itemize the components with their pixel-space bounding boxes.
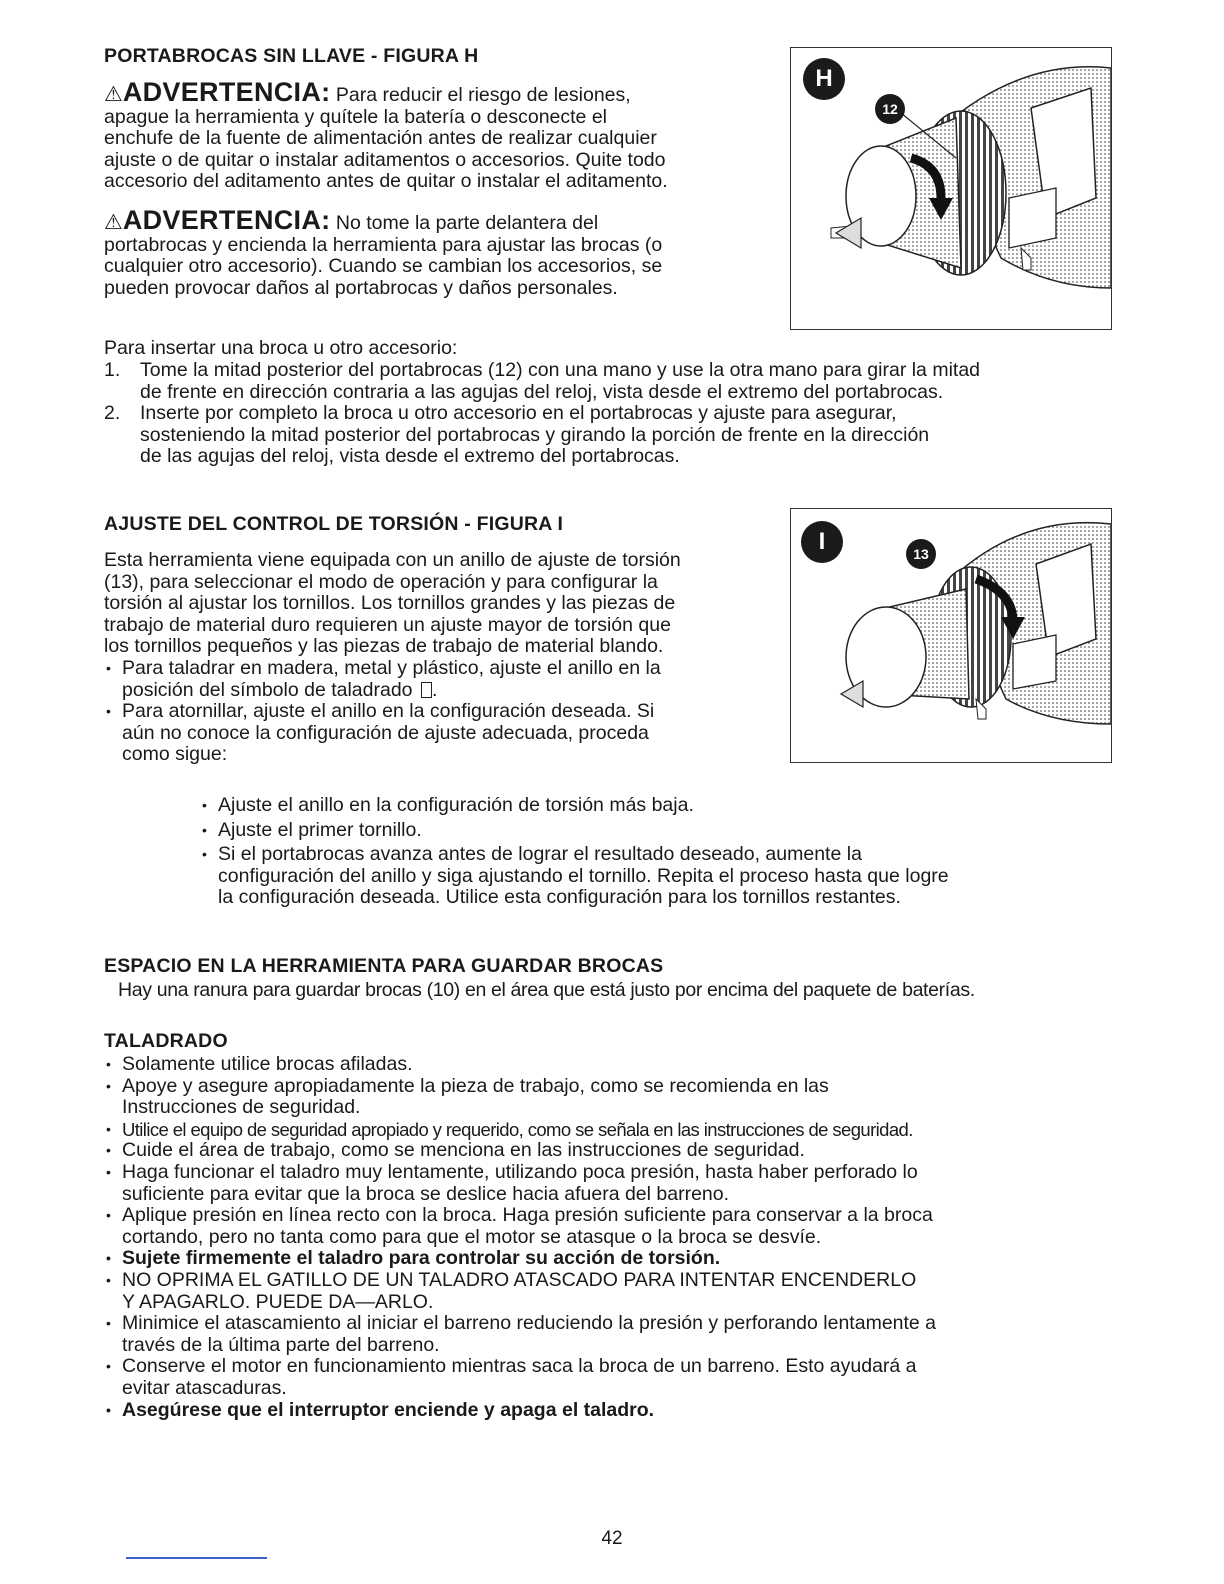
section-i-title: AJUSTE DEL CONTROL DE TORSIÓN - FIGURA I [104,513,564,535]
torque-sub-bullets [200,795,1120,909]
warning-1-line: ajuste o de quitar o instalar aditamentos o accesorios. Quite todo [104,148,666,171]
torque-line: (13), para seleccionar el modo de operación y para configurar la [104,570,658,593]
torque-sub-bullet-line: • Ajuste el anillo en la configuración de torsión más baja. [218,794,694,816]
torque-sub-bullet-line: configuración del anillo y siga ajustando el tornillo. Repita el proceso hasta que logre [218,864,949,887]
figure-h-callout: 12 [875,94,905,124]
warning-2 [104,205,794,299]
torque-sub-bullet-line: la configuración deseada. Utilice esta configuración para los tornillos restantes. [218,886,901,909]
step-number: 2. [104,402,121,425]
drilling-bullet-line: • Minimice el atascamiento al iniciar el barreno reduciendo la presión y perforando lentamente a [122,1312,937,1335]
figure-h [790,47,1112,330]
drilling-bullet [104,1076,1124,1119]
drilling-list [104,1054,1124,1421]
step-line: Tome la mitad posterior del portabrocas (12) con una mano y use la otra mano para girar la mitad [140,359,981,381]
torque-line: Esta herramienta viene equipada con un anillo de ajuste de torsión [104,549,681,571]
warning-2-line: pueden provocar daños al portabrocas y daños personales. [104,276,618,299]
drilling-bullet [104,1054,1124,1076]
figure-i-letter: I [801,521,843,563]
drilling-title: TALADRADO [104,1030,228,1052]
torque-bullet-line: como sigue: [122,743,228,766]
torque-sub-bullet-line: • Ajuste el primer tornillo. [218,818,422,841]
warning-1-line: accesorio del aditamento antes de quitar o instalar el aditamento. [104,170,668,193]
drilling-bullet [104,1205,1124,1248]
torque-sub-bullet-line: • Si el portabrocas avanza antes de lograr el resultado deseado, aumente la [218,843,862,866]
storage-title: ESPACIO EN LA HERRAMIENTA PARA GUARDAR BROCAS [104,955,664,977]
warning-triangle-icon: ⚠ [104,211,123,234]
torque-sub-bullet [200,820,1120,842]
torque-bullet-line: • Para taladrar en madera, metal y plástico, ajuste el anillo en la [122,656,661,679]
torque-paragraph [104,550,794,766]
torque-sub-bullet [200,844,1120,909]
figure-i [790,508,1112,763]
torque-sub-bullet [200,795,1120,817]
drilling-bullet-line: Y APAGARLO. PUEDE DA—ARLO. [122,1290,434,1313]
step-line: Inserte por completo la broca u otro accesorio en el portabrocas y ajuste para asegurar, [140,402,897,425]
drilling-bullet [104,1162,1124,1205]
drilling-bullet-line: cortando, pero no tanta como para que el motor se atasque o la broca se desvíe. [122,1225,822,1248]
drilling-bullet-line: suficiente para evitar que la broca se deslice hacia afuera del barreno. [122,1182,730,1205]
step-line: de frente en dirección contraria a las agujas del reloj, vista desde el extremo del portabrocas. [140,380,944,403]
torque-bullet: • Para taladrar en madera, metal y plástico, ajuste el anillo en la posición del símbolo de taladrado . [104,658,794,701]
drilling-bullet [104,1313,1124,1356]
step-line: sosteniendo la mitad posterior del portabrocas y girando la porción de frente en la dirección [140,423,930,446]
torque-bullet [104,701,794,766]
warning-2-line: cualquier otro accesorio). Cuando se cambian los accesorios, se [104,255,663,278]
insert-intro: Para insertar una broca u otro accesorio: [104,337,458,359]
torque-line: los tornillos pequeños y las piezas de trabajo de material blando. [104,635,664,658]
warning-1-line: apague la herramienta y quítele la batería o desconecte el [104,105,608,128]
step-item [104,403,1124,468]
torque-line: torsión al ajustar los tornillos. Los tornillos grandes y las piezas de [104,592,676,615]
drill-symbol-icon [421,682,432,698]
torque-bullet-line: aún no conoce la configuración de ajuste adecuada, proceda [122,721,649,744]
step-line: de las agujas del reloj, vista desde el extremo del portabrocas. [140,445,680,468]
footer-rule [126,1557,267,1559]
drilling-bullet [104,1248,1124,1270]
drilling-bullet-line: • Apoye y asegure apropiadamente la pieza de trabajo, como se recomienda en las [122,1074,829,1097]
drilling-bullet-line: • Haga funcionar el taladro muy lentamente, utilizando poca presión, hasta haber perforado lo [122,1160,918,1183]
step-number: 1. [104,359,121,381]
torque-bullet-line: • Para atornillar, ajuste el anillo en la configuración deseada. Si [122,700,655,723]
drilling-bullet-line: • Sujete firmemente el taladro para controlar su acción de torsión. [122,1247,721,1270]
torque-line: trabajo de material duro requieren un ajuste mayor de torsión que [104,613,671,636]
warning-2-first: No tome la parte delantera del [330,212,599,234]
drilling-bullet-line: • Solamente utilice brocas afiladas. [122,1053,413,1075]
warning-1-first: Para reducir el riesgo de lesiones, [330,84,631,106]
warning-2-label: ADVERTENCIA: [122,205,331,235]
warning-1-line: enchufe de la fuente de alimentación antes de realizar cualquier [104,127,657,150]
drilling-bullet-line: través de la última parte del barreno. [122,1333,440,1356]
step-item [104,360,1124,403]
drilling-bullet [104,1270,1124,1313]
section-h-title: PORTABROCAS SIN LLAVE - FIGURA H [104,45,479,67]
insert-steps [104,360,1124,468]
drilling-bullet-line: evitar atascaduras. [122,1376,287,1399]
drilling-bullet-line: Instrucciones de seguridad. [122,1096,361,1119]
drilling-bullet-line: • Utilice el equipo de seguridad apropiado y requerido, como se señala en las instrucciones de seguridad. [122,1118,913,1140]
page-number: 42 [601,1528,623,1549]
torque-bullet-line: posición del símbolo de taladrado [122,678,413,701]
drilling-bullet [104,1400,1124,1422]
drilling-bullet-line: • Conserve el motor en funcionamiento mientras saca la broca de un barreno. Esto ayudará a [122,1355,917,1378]
drilling-bullet-line: • Aplique presión en línea recto con la broca. Haga presión suficiente para conservar a la broca [122,1204,933,1227]
warning-1-label: ADVERTENCIA: [122,77,331,107]
storage-text: Hay una ranura para guardar brocas (10) en el área que está justo por encima del paquete de baterías. [118,979,975,1001]
figure-i-callout: 13 [906,539,936,569]
drilling-bullet-line: • NO OPRIMA EL GATILLO DE UN TALADRO ATASCADO PARA INTENTAR ENCENDERLO [122,1268,917,1291]
drilling-bullet [104,1356,1124,1399]
drilling-bullet [104,1140,1124,1162]
drilling-bullet-line: • Cuide el área de trabajo, como se menciona en las instrucciones de seguridad. [122,1139,805,1162]
warning-1 [104,77,794,193]
drilling-bullet [104,1119,1124,1141]
drilling-bullet-line: • Asegúrese que el interruptor enciende y apaga el taladro. [122,1398,655,1421]
figure-h-letter: H [803,58,845,100]
warning-triangle-icon: ⚠ [104,83,123,106]
warning-2-line: portabrocas y encienda la herramienta para ajustar las brocas (o [104,233,663,256]
